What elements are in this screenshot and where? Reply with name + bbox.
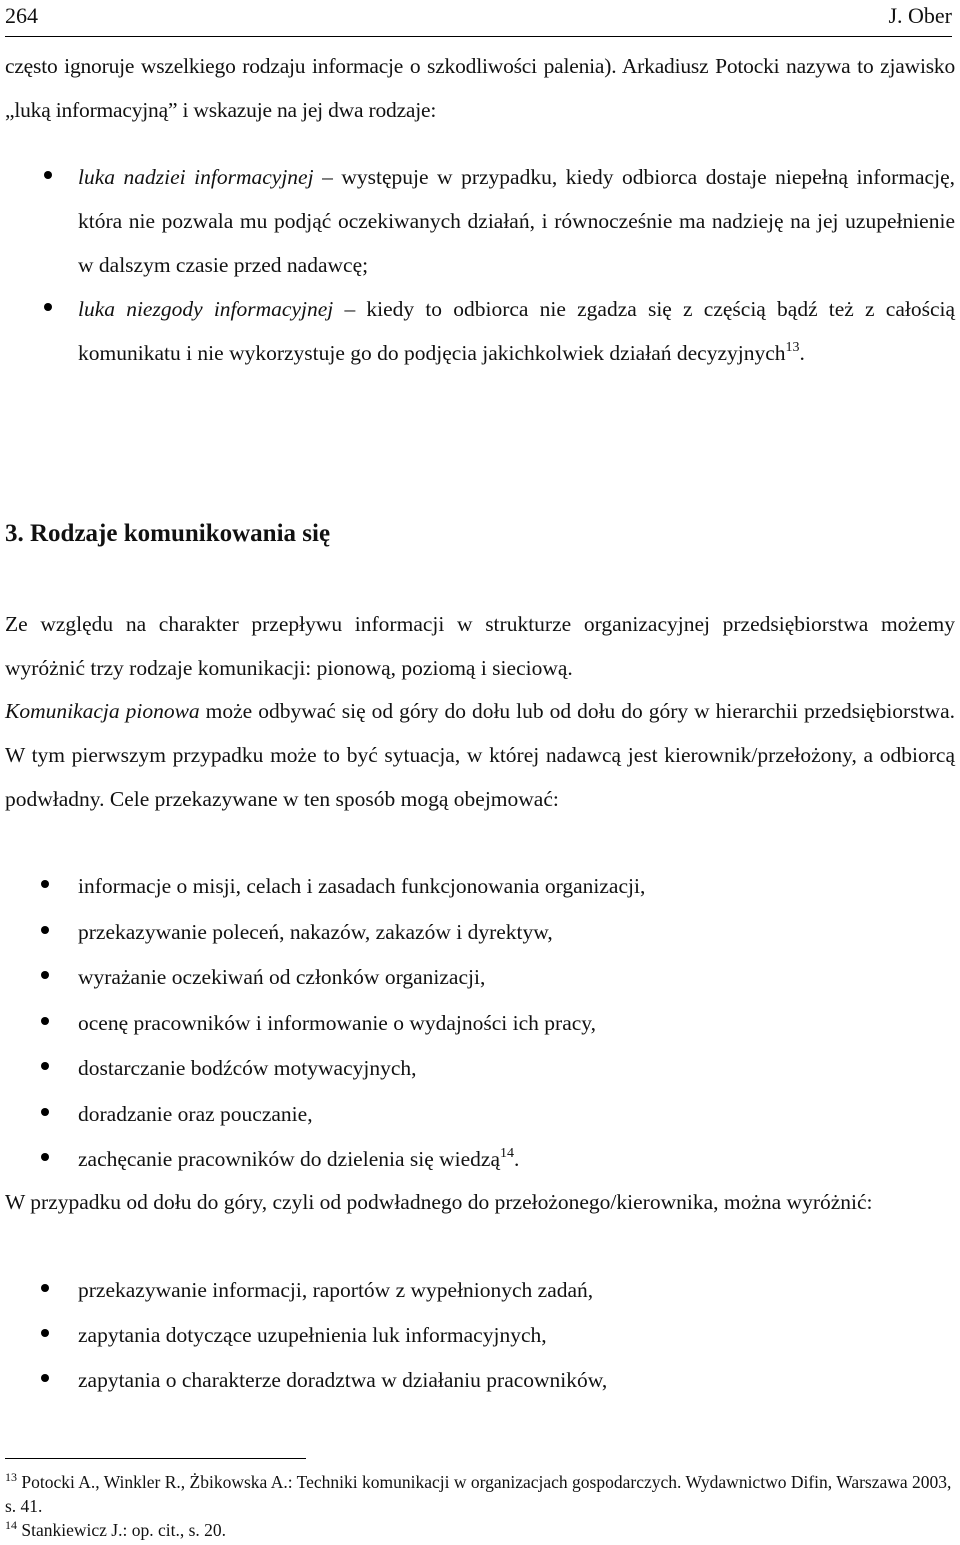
bullet-icon	[41, 971, 49, 979]
list-item: przekazywanie informacji, raportów z wypełnionych zadań,	[0, 1268, 960, 1313]
footnote-ref[interactable]: 13	[785, 340, 800, 355]
footnote-rule	[5, 1458, 306, 1459]
footnote-text: Stankiewicz J.: op. cit., s. 20.	[17, 1520, 227, 1540]
list-item: zapytania dotyczące uzupełnienia luk informacyjnych,	[0, 1313, 960, 1358]
footnote	[5, 1470, 960, 1518]
term-description: – kiedy to odbiorca nie zgadza się z częścią bądź też z całością komunikatu i nie wykorzystuje go do podjęcia jakichkolwiek działań decyzyjnych	[78, 297, 956, 365]
paragraph: W przypadku od dołu do góry, czyli od podwładnego do przełożonego/kierownika, można wyróżnić:	[5, 1190, 873, 1214]
bullet-icon	[41, 1017, 49, 1025]
running-header	[5, 0, 952, 32]
bullet-icon	[41, 1108, 49, 1116]
list-item: zachęcanie pracowników do dzielenia się wiedzą$^{14}$.	[0, 1137, 960, 1183]
bullet-icon	[41, 880, 49, 888]
term: luka niezgody informacyjnej	[78, 297, 334, 321]
bullet-icon	[44, 303, 52, 311]
bullet-icon	[41, 1284, 49, 1292]
bullet-icon	[41, 1153, 49, 1161]
list-item: luka niezgody informacyjnej – kiedy to odbiorca nie zgadza się z częścią bądź też z całością komunikatu i nie wykorzystuje go do podjęcia jakichkolwiek działań decyzyjnych$^{13}$.	[0, 287, 960, 375]
gap-types-list	[0, 155, 960, 375]
bullet-icon	[41, 1329, 49, 1337]
footnote	[5, 1518, 960, 1542]
bullet-icon	[41, 1062, 49, 1070]
intro-paragraph: często ignoruje wszelkiego rodzaju informacje o szkodliwości palenia). Arkadiusz Potocki nazywa to zjawisko „luką informacyjną” i wskazuje na jej dwa rodzaje:	[5, 54, 955, 122]
list-item: informacje o misji, celach i zasadach funkcjonowania organizacji,	[0, 864, 960, 910]
list-item	[0, 155, 960, 287]
list-item: zapytania o charakterze doradztwa w działaniu pracowników,	[0, 1358, 960, 1403]
top-down-list	[0, 864, 960, 1183]
bottom-up-list	[0, 1268, 960, 1403]
list-item: ocenę pracowników i informowanie o wydajności ich pracy,	[0, 1001, 960, 1047]
list-item: doradzanie oraz pouczanie,	[0, 1092, 960, 1138]
list-item: przekazywanie poleceń, nakazów, zakazów i dyrektyw,	[0, 910, 960, 956]
bullet-icon	[41, 926, 49, 934]
paragraph: Ze względu na charakter przepływu informacji w strukturze organizacyjnej przedsiębiorstwa możemy wyróżnić trzy rodzaje komunikacji: pionową, poziomą i sieciową.	[5, 612, 955, 680]
list-item: dostarczanie bodźców motywacyjnych,	[0, 1046, 960, 1092]
footnote-number: 13	[5, 1470, 17, 1484]
header-rule	[5, 36, 952, 37]
bullet-icon	[44, 171, 52, 179]
footnote-text: Potocki A., Winkler R., Żbikowska A.: Techniki komunikacji w organizacjach gospodarczych. Wydawnictwo Difin, Warszawa 2003, s. 41.	[5, 1472, 952, 1516]
term-description: – występuje w przypadku, kiedy odbiorca dostaje niepełną informację, która nie pozwala mu podjąć oczekiwanych działań, i równocześnie ma nadzieję na jej uzupełnienie w dalszym czasie przed nadawcę;	[78, 165, 955, 277]
page-number: 264	[5, 3, 38, 28]
paragraph: Komunikacja pionowa może odbywać się od góry do dołu lub od dołu do góry w hierarchii przedsiębiorstwa. W tym pierwszym przypadku może to być sytuacja, w której nadawcą jest kierownik/przełożony, a odbiorcą podwładny. Cele przekazywane w ten sposób mogą obejmować:	[5, 699, 955, 811]
footnote-number: 14	[5, 1518, 17, 1532]
term: Komunikacja pionowa	[5, 699, 200, 723]
running-author: J. Ober	[888, 3, 952, 28]
footnote-ref[interactable]: 14	[500, 1146, 515, 1161]
term: luka nadziei informacyjnej	[78, 165, 314, 189]
list-item: wyrażanie oczekiwań od członków organizacji,	[0, 955, 960, 1001]
section-heading: 3. Rodzaje komunikowania się	[5, 520, 331, 547]
bullet-icon	[41, 1374, 49, 1382]
